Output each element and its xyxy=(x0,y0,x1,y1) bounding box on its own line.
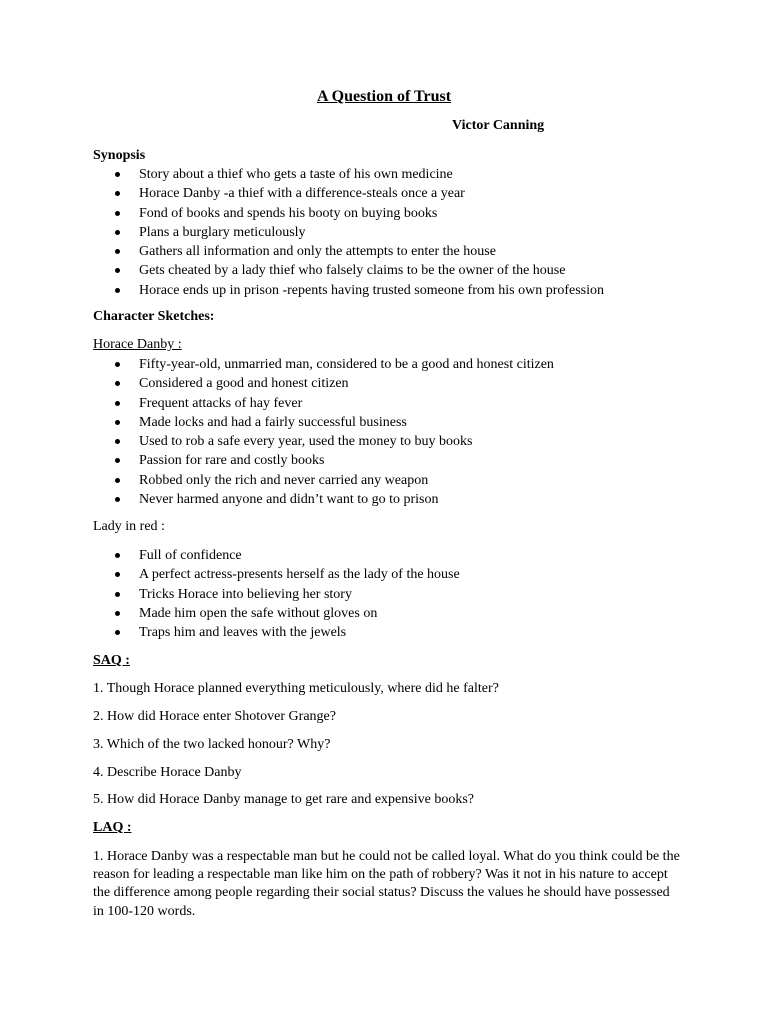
list-item: Tricks Horace into believing her story xyxy=(0,585,460,604)
list-item: A perfect actress-presents herself as the lady of the house xyxy=(0,565,460,584)
list-item: Frequent attacks of hay fever xyxy=(0,394,554,413)
saq-heading: SAQ : xyxy=(93,653,130,668)
list-item: Considered a good and honest citizen xyxy=(0,374,554,393)
bullet-icon xyxy=(115,362,120,367)
list-item: Story about a thief who gets a taste of his own medicine xyxy=(0,165,604,184)
list-item: Made locks and had a fairly successful business xyxy=(0,413,554,432)
laq-question: 1. Horace Danby was a respectable man but he could not be called loyal. What do you think could be the reason for leading a respectable man like him on the path of robbery? Was it not in his nature to accept the difference among people regarding their social status? Discuss the values he should have possessed in 100-120 words. xyxy=(93,849,680,919)
list-item: Traps him and leaves with the jewels xyxy=(0,623,460,642)
bullet-icon xyxy=(115,611,120,616)
saq-question: 3. Which of the two lacked honour? Why? xyxy=(93,737,331,752)
synopsis-heading: Synopsis xyxy=(93,148,146,163)
list-item: Gets cheated by a lady thief who falsely claims to be the owner of the house xyxy=(0,261,604,280)
list-item: Fond of books and spends his booty on buying books xyxy=(0,204,604,223)
bullet-icon xyxy=(115,553,120,558)
bullet-icon xyxy=(115,420,120,425)
bullet-icon xyxy=(115,439,120,444)
bullet-icon xyxy=(115,458,120,463)
bullet-icon xyxy=(115,288,120,293)
bullet-icon xyxy=(115,381,120,386)
list-item: Plans a burglary meticulously xyxy=(0,223,604,242)
list-item: Fifty-year-old, unmarried man, considered to be a good and honest citizen xyxy=(0,355,554,374)
bullet-icon xyxy=(115,401,120,406)
list-item: Used to rob a safe every year, used the money to buy books xyxy=(0,432,554,451)
horace-traits-list xyxy=(0,355,554,509)
saq-question: 2. How did Horace enter Shotover Grange? xyxy=(93,709,336,724)
bullet-icon xyxy=(115,172,120,177)
character-sketches-heading: Character Sketches: xyxy=(93,309,215,324)
saq-question: 4. Describe Horace Danby xyxy=(93,765,242,780)
document-title: A Question of Trust xyxy=(316,88,452,105)
bullet-icon xyxy=(115,268,120,273)
list-item: Full of confidence xyxy=(0,546,460,565)
lady-traits-list xyxy=(0,546,460,642)
bullet-icon xyxy=(115,478,120,483)
bullet-icon xyxy=(115,211,120,216)
bullet-icon xyxy=(115,249,120,254)
bullet-icon xyxy=(115,572,120,577)
bullet-icon xyxy=(115,230,120,235)
bullet-icon xyxy=(115,630,120,635)
saq-question: 5. How did Horace Danby manage to get rare and expensive books? xyxy=(93,792,474,807)
saq-question: 1. Though Horace planned everything meticulously, where did he falter? xyxy=(93,681,499,696)
list-item: Horace ends up in prison -repents having trusted someone from his own profession xyxy=(0,281,604,300)
bullet-icon xyxy=(115,592,120,597)
list-item: Passion for rare and costly books xyxy=(0,451,554,470)
list-item: Horace Danby -a thief with a difference-steals once a year xyxy=(0,184,604,203)
list-item: Made him open the safe without gloves on xyxy=(0,604,460,623)
synopsis-list xyxy=(0,165,604,300)
list-item: Gathers all information and only the attempts to enter the house xyxy=(0,242,604,261)
list-item: Never harmed anyone and didn’t want to go to prison xyxy=(0,490,554,509)
author-name: Victor Canning xyxy=(452,118,545,133)
list-item: Robbed only the rich and never carried any weapon xyxy=(0,471,554,490)
laq-heading: LAQ : xyxy=(93,820,132,835)
lady-in-red-label: Lady in red : xyxy=(93,519,165,534)
horace-danby-label: Horace Danby : xyxy=(93,337,182,352)
bullet-icon xyxy=(115,191,120,196)
bullet-icon xyxy=(115,497,120,502)
